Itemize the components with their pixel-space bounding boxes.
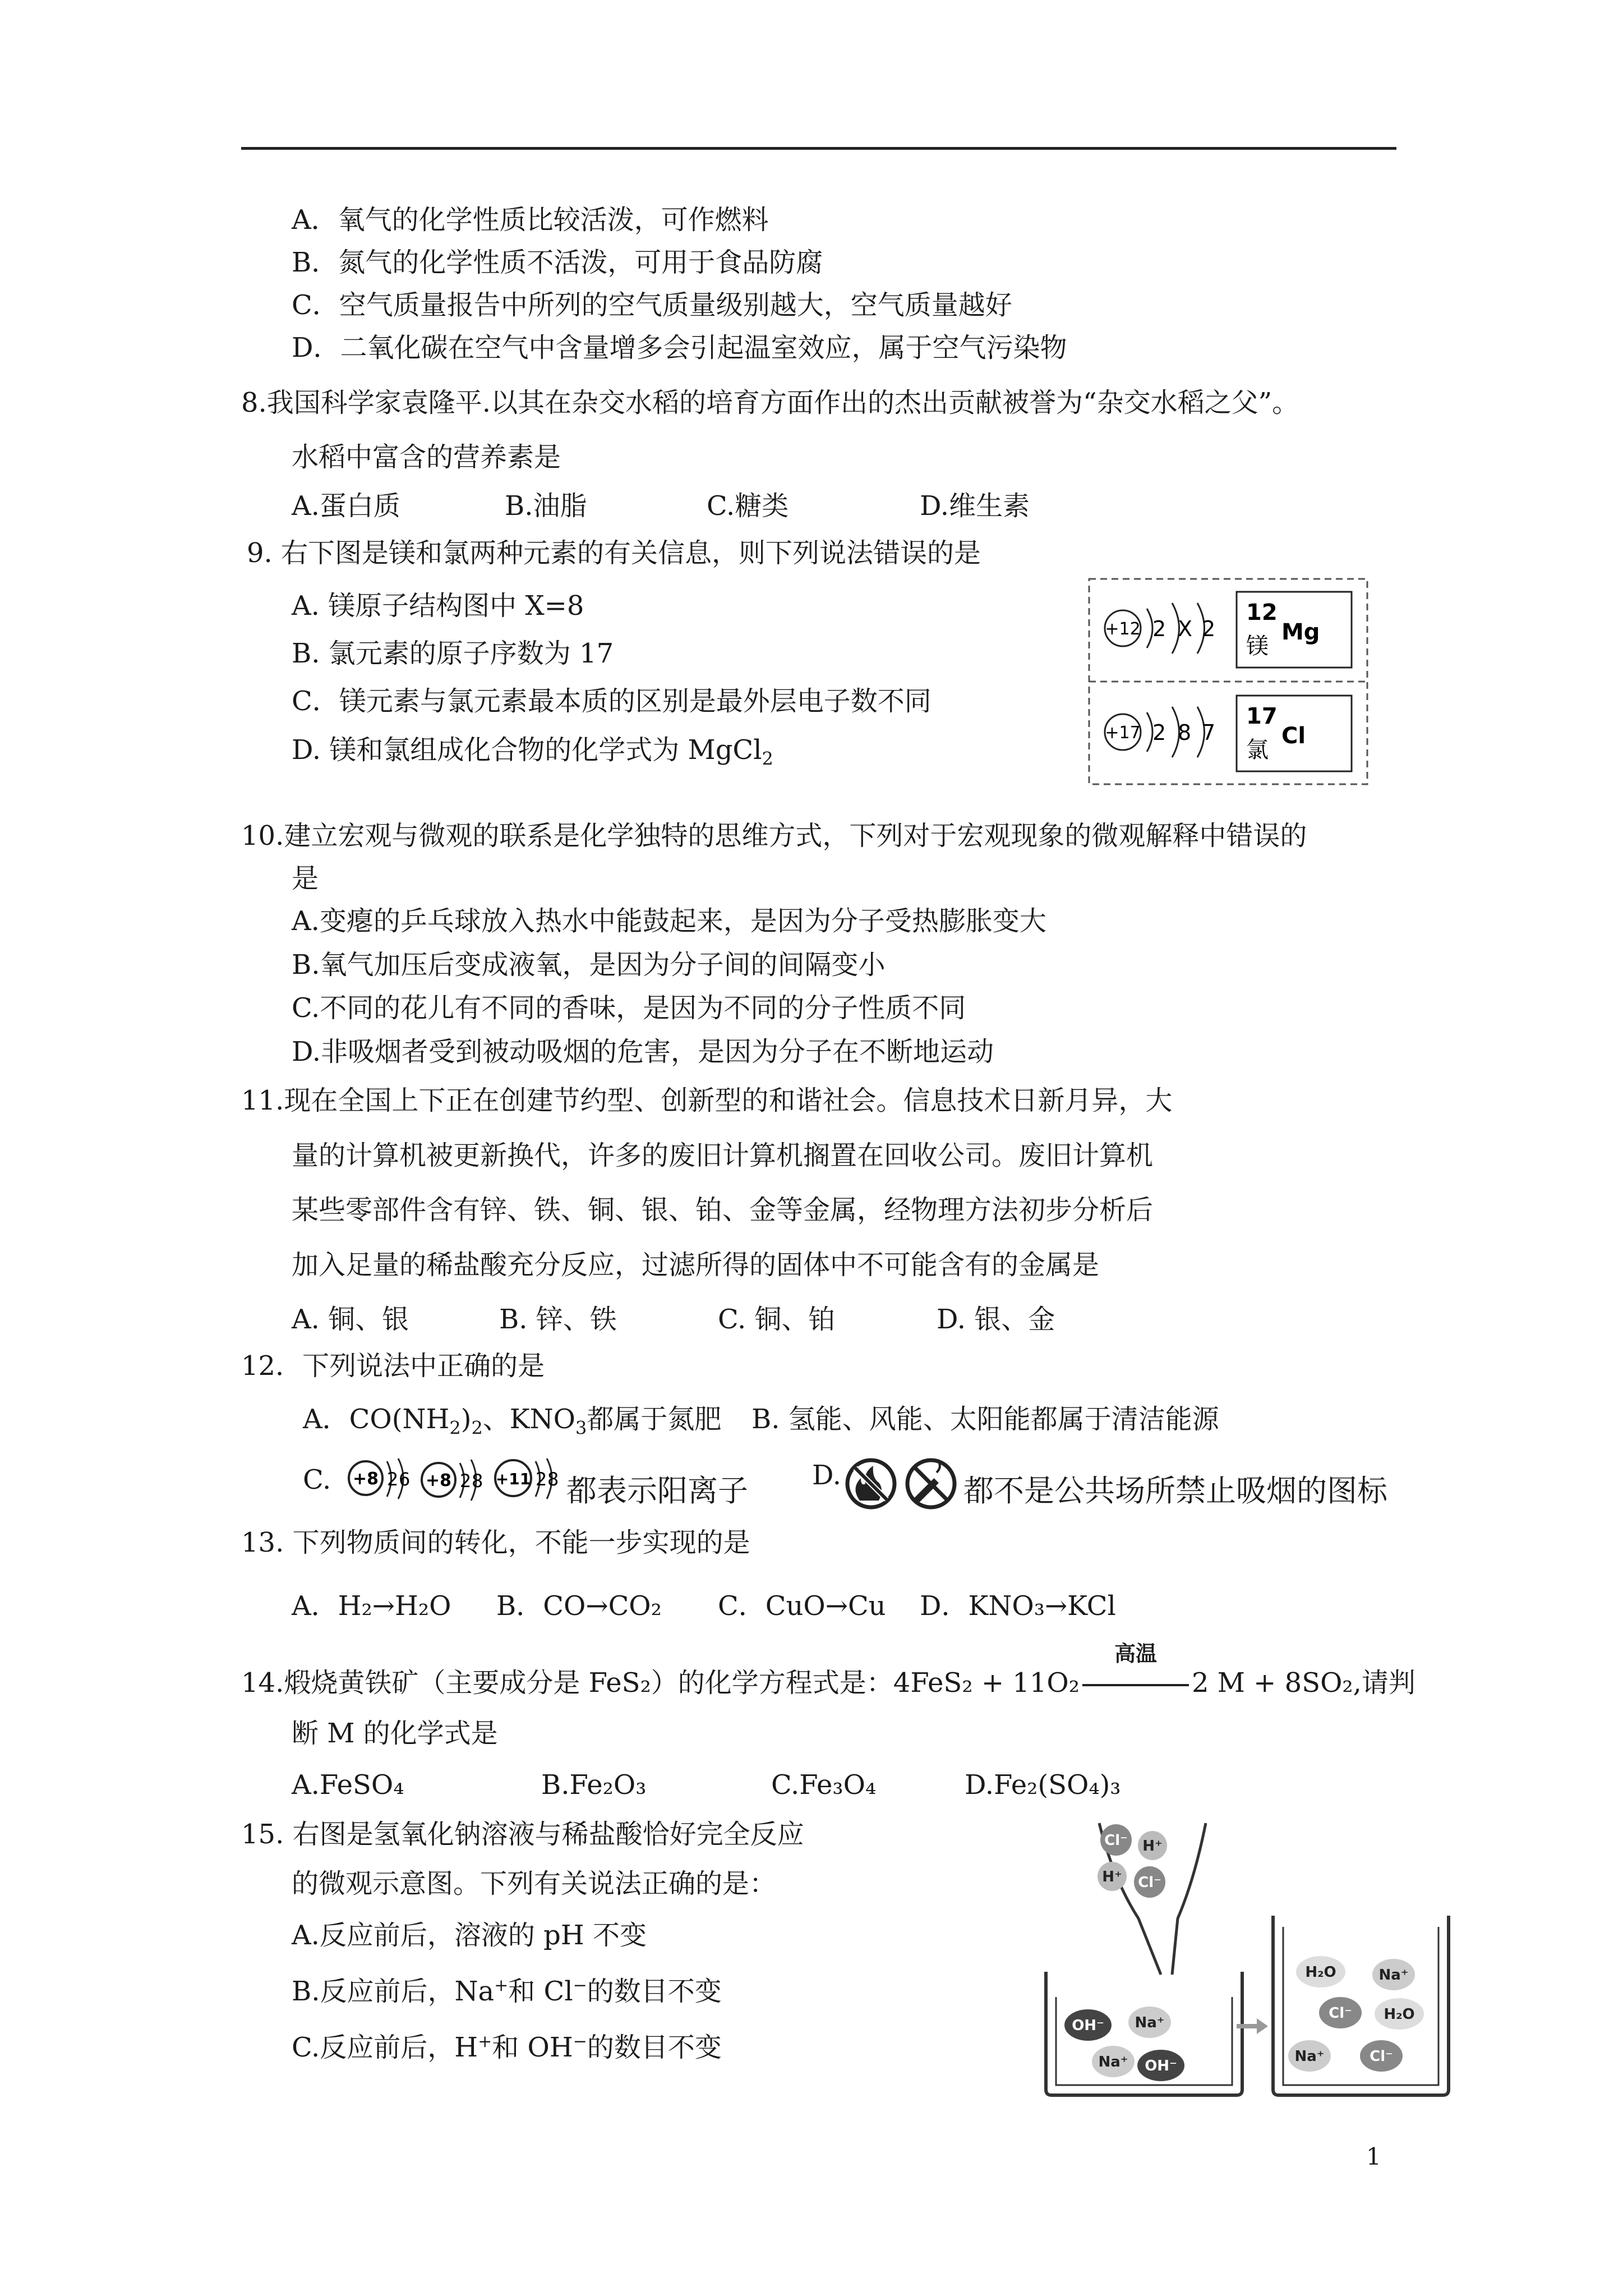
funnel-ions (1098, 1824, 1167, 1898)
svg-text:Na⁺: Na⁺ (1098, 2054, 1128, 2070)
q12-sign-icons (844, 1456, 962, 1512)
beaker1-ions (1064, 2007, 1184, 2081)
svg-text:2: 2 (460, 1470, 472, 1492)
q14-stem: 14.煅烧黄铁矿（主要成分是 FeS₂）的化学方程式是：4FeS₂ + 11O₂ 高温 2 M + 8SO₂,请判 (241, 1666, 1415, 1700)
svg-text:OH⁻: OH⁻ (1145, 2058, 1177, 2074)
svg-text:2: 2 (536, 1469, 547, 1490)
svg-text:H₂O: H₂O (1384, 2006, 1415, 2023)
q12-option-d-text: 都不是公共场所禁止吸烟的图标 (963, 1473, 1387, 1508)
q7-option-a: A．氧气的化学性质比较活泼，可作燃料 (292, 204, 769, 236)
svg-text:2: 2 (1152, 720, 1166, 745)
q7-option-d: D．二氧化碳在空气中含量增多会引起温室效应，属于空气污染物 (292, 332, 1067, 364)
q12-option-c-text: 都表示阳离子 (566, 1473, 748, 1508)
q13-option-b: B．CO→CO₂ (496, 1590, 662, 1622)
svg-text:6: 6 (399, 1469, 411, 1490)
header-rule (241, 147, 1396, 150)
cl-atom-structure (1105, 707, 1215, 757)
q8-stem: 8.我国科学家袁隆平.以其在杂交水稻的培育方面作出的杰出贡献被誉为“杂交水稻之父”。 (241, 387, 1299, 418)
q11-option-c: C. 铜、铂 (718, 1304, 836, 1335)
q12-option-c-label: C. (303, 1464, 331, 1496)
q9-option-b: B. 氯元素的原子序数为 17 (292, 638, 614, 669)
svg-text:2: 2 (1152, 616, 1166, 641)
q11-option-b: B. 锌、铁 (499, 1304, 617, 1335)
svg-text:2: 2 (387, 1469, 399, 1490)
ion-structure-ne-like (422, 1460, 483, 1501)
q14-option-c: C.Fe₃O₄ (771, 1769, 877, 1801)
q7-option-b: B．氮气的化学性质不活泼，可用于食品防腐 (292, 247, 823, 278)
svg-text:+8: +8 (425, 1471, 452, 1490)
svg-text:8: 8 (472, 1470, 483, 1492)
ion-structure-naplus (495, 1458, 559, 1499)
q9-option-c: C．镁元素与氯元素最本质的区别是最外层电子数不同 (292, 685, 932, 717)
q11-stem-line2: 量的计算机被更新换代，许多的废旧计算机搁置在回收公司。废旧计算机 (292, 1140, 1154, 1171)
q14-stem-cont: 断 M 的化学式是 (292, 1718, 498, 1749)
q14-reaction-condition: 高温 (1114, 1641, 1157, 1666)
svg-text:+12: +12 (1105, 619, 1141, 639)
svg-text:12: 12 (1246, 600, 1278, 625)
page-number: 1 (1366, 2143, 1381, 2170)
q8-option-d: D.维生素 (920, 490, 1030, 522)
svg-text:7: 7 (1202, 720, 1216, 745)
q12-ion-structures (342, 1453, 561, 1509)
q10-option-c: C.不同的花儿有不同的香味，是因为不同的分子性质不同 (292, 992, 966, 1024)
q10-stem: 10.建立宏观与微观的联系是化学独特的思维方式，下列对于宏观现象的微观解释中错误的 (241, 820, 1307, 852)
q15-stem: 15. 右图是氢氧化钠溶液与稀盐酸恰好完全反应 (241, 1819, 804, 1850)
q8-stem-cont: 水稻中富含的营养素是 (292, 441, 561, 473)
svg-text:OH⁻: OH⁻ (1072, 2017, 1104, 2034)
q14-option-a: A.FeSO₄ (292, 1769, 404, 1801)
svg-text:H⁺: H⁺ (1142, 1838, 1163, 1855)
svg-text:+11: +11 (495, 1470, 531, 1488)
q15-option-a: A.反应前后，溶液的 pH 不变 (292, 1920, 647, 1951)
q14-option-d: D.Fe₂(SO₄)₃ (965, 1769, 1121, 1801)
fire-prohibited-icon (847, 1460, 895, 1507)
q10-option-d: D.非吸烟者受到被动吸烟的危害，是因为分子在不断地运动 (292, 1036, 994, 1068)
q10-option-a: A.变瘪的乒乓球放入热水中能鼓起来，是因为分子受热膨胀变大 (292, 905, 1046, 937)
svg-text:H₂O: H₂O (1305, 1964, 1336, 1981)
svg-text:氯: 氯 (1246, 737, 1269, 763)
svg-text:Cl⁻: Cl⁻ (1329, 2005, 1352, 2022)
q9-stem: 9. 右下图是镁和氯两种元素的有关信息，则下列说法错误的是 (247, 537, 981, 569)
svg-text:Na⁺: Na⁺ (1378, 1967, 1409, 1984)
q13-option-a: A．H₂→H₂O (292, 1590, 451, 1622)
svg-text:2: 2 (1202, 616, 1216, 641)
q8-option-a: A.蛋白质 (292, 490, 400, 522)
element-info-figure (1088, 578, 1368, 785)
svg-text:Na⁺: Na⁺ (1135, 2014, 1165, 2031)
svg-text:8: 8 (1178, 720, 1192, 745)
svg-text:Cl: Cl (1281, 723, 1306, 749)
q11-option-a: A. 铜、银 (292, 1304, 409, 1335)
q9-option-a: A. 镁原子结构图中 X=8 (292, 590, 584, 622)
svg-text:H⁺: H⁺ (1102, 1869, 1122, 1885)
no-smoking-icon (907, 1460, 955, 1507)
q13-stem: 13. 下列物质间的转化，不能一步实现的是 (241, 1527, 750, 1558)
q15-stem-cont: 的微观示意图。下列有关说法正确的是： (292, 1868, 777, 1899)
q13-option-d: D．KNO₃→KCl (920, 1590, 1116, 1622)
q10-stem-cont: 是 (292, 863, 319, 894)
q12-stem: 12．下列说法中正确的是 (241, 1350, 545, 1382)
ion-structure-o2minus (349, 1458, 410, 1499)
q8-option-c: C.糖类 (707, 490, 789, 522)
neutralization-figure (1035, 1806, 1453, 2104)
svg-text:17: 17 (1246, 703, 1278, 729)
q12-option-d-label: D. (812, 1460, 842, 1491)
beaker2-ions (1288, 1956, 1424, 2072)
svg-text:Cl⁻: Cl⁻ (1370, 2048, 1393, 2065)
q12-option-b: B. 氢能、风能、太阳能都属于清洁能源 (751, 1404, 1219, 1435)
q11-stem-line1: 11.现在全国上下正在创建节约型、创新型的和谐社会。信息技术日新月异，大 (241, 1085, 1173, 1116)
svg-text:Na⁺: Na⁺ (1294, 2048, 1325, 2065)
q11-stem-line4: 加入足量的稀盐酸充分反应，过滤所得的固体中不可能含有的金属是 (292, 1249, 1100, 1281)
svg-text:+8: +8 (352, 1469, 379, 1489)
svg-text:镁: 镁 (1246, 633, 1269, 659)
q15-option-c: C.反应前后，H+和 OH−的数目不变 (292, 2032, 722, 2063)
svg-text:Mg: Mg (1281, 619, 1320, 645)
svg-text:Cl⁻: Cl⁻ (1138, 1874, 1161, 1891)
q15-option-b: B.反应前后，Na+和 Cl−的数目不变 (292, 1976, 722, 2007)
svg-text:X: X (1178, 616, 1193, 641)
q14-option-b: B.Fe₂O₃ (541, 1769, 647, 1801)
q9-option-d: D. 镁和氯组成化合物的化学式为 MgCl$_2$ (292, 734, 773, 770)
q11-stem-line3: 某些零部件含有锌、铁、铜、银、铂、金等金属，经物理方法初步分析后 (292, 1194, 1154, 1226)
mg-atom-structure (1105, 603, 1215, 654)
q12-option-a: A．$CO(NH_2)_2$、$KNO_3$都属于氮肥 (303, 1404, 722, 1439)
svg-text:+17: +17 (1105, 723, 1141, 743)
q8-option-b: B.油脂 (505, 490, 587, 522)
svg-text:8: 8 (547, 1469, 559, 1490)
q7-option-c: C．空气质量报告中所列的空气质量级别越大，空气质量越好 (292, 289, 1012, 321)
q13-option-c: C．CuO→Cu (718, 1590, 886, 1622)
q11-option-d: D. 银、金 (937, 1304, 1055, 1335)
svg-text:Cl⁻: Cl⁻ (1104, 1832, 1128, 1849)
q10-option-b: B.氧气加压后变成液氧，是因为分子间的间隔变小 (292, 949, 886, 981)
